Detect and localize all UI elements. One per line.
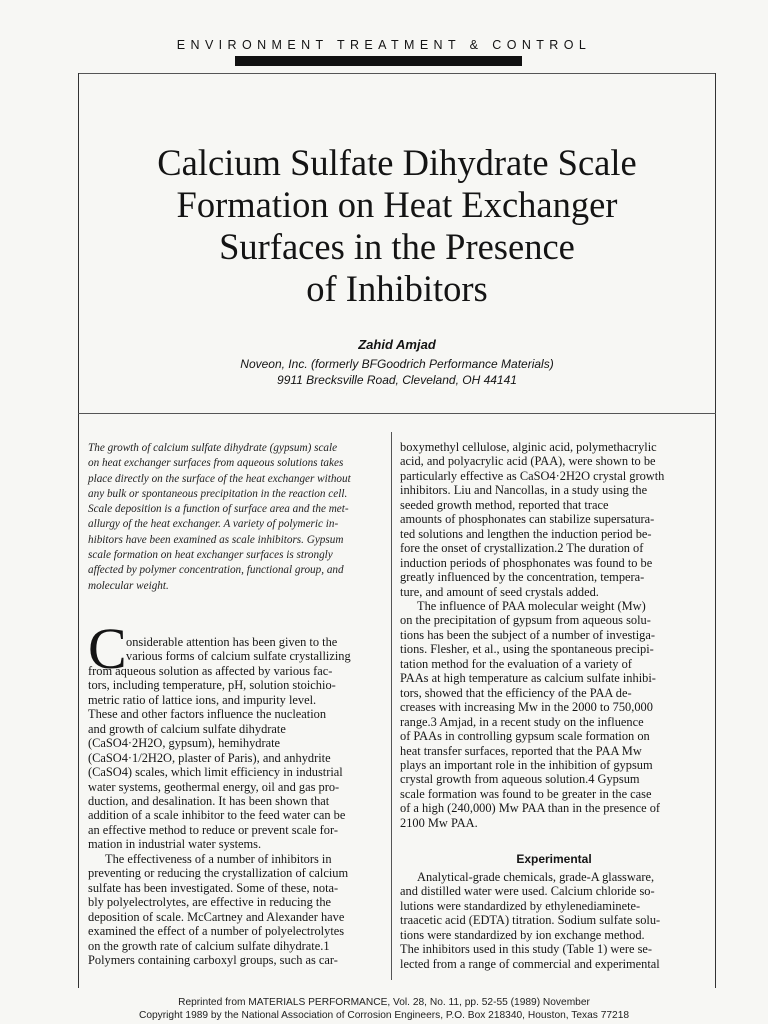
- title-line: Calcium Sulfate Dihydrate Scale: [157, 142, 637, 183]
- body-line: sulfate has been investigated. Some of these, nota-: [88, 880, 339, 895]
- body-line: PAAs at high temperature as calcium sulfate inhibi-: [400, 671, 656, 686]
- author-name: Zahid Amjad: [358, 337, 436, 352]
- body-line: inhibitors. Liu and Nancollas, in a study using the: [400, 483, 648, 498]
- reprint-footer: [0, 996, 768, 1022]
- body-line: and growth of calcium sulfate dihydrate: [88, 721, 286, 736]
- abstract: [88, 441, 384, 594]
- title-divider: [78, 413, 716, 414]
- body-line: mation in industrial water systems.: [88, 837, 262, 852]
- body-line: (CaSO4) scales, which limit efficiency in industrial: [88, 765, 343, 780]
- body-column-left: [88, 635, 385, 967]
- abstract-line: place directly on the surface of the heat exchanger without: [88, 472, 351, 485]
- body-line: plays an important role in the inhibition of gypsum: [400, 757, 653, 772]
- body-line: Polymers containing carboxyl groups, such as car-: [88, 952, 338, 967]
- abstract-line: allurgy of the heat exchanger. A variety of polymeric in-: [88, 518, 339, 531]
- body-line: ted solutions and lengthen the induction period be-: [400, 526, 652, 541]
- body-line: The inhibitors used in this study (Table 1) were se-: [400, 942, 653, 957]
- body-line: deposition of scale. McCartney and Alexander have: [88, 909, 345, 924]
- body-line: on the growth rate of calcium sulfate dihydrate.1: [88, 938, 330, 953]
- body-line: (CaSO4·2H2O, gypsum), hemihydrate: [88, 736, 281, 751]
- body-line: metric ratio of lattice ions, and impurity level.: [88, 692, 317, 707]
- abstract-line: hibitors have been examined as scale inhibitors. Gypsum: [88, 533, 344, 546]
- body-line: tation method for the evaluation of a variety of: [400, 656, 632, 671]
- body-line: an effective method to reduce or prevent scale for-: [88, 822, 338, 837]
- body-line: of a high (240,000) Mw PAA than in the presence of: [400, 801, 661, 816]
- title-line: Surfaces in the Presence: [219, 226, 575, 267]
- body-line: acid, and polyacrylic acid (PAA), were shown to be: [400, 454, 656, 469]
- abstract-line: Scale deposition is a function of surface area and the met-: [88, 503, 349, 516]
- body-line: water systems, geothermal energy, oil and gas pro-: [88, 779, 340, 794]
- column-divider: [391, 432, 392, 980]
- running-head: ENVIRONMENT TREATMENT & CONTROL: [176, 38, 592, 52]
- body-line: tions were standardized by ion exchange method.: [400, 927, 645, 942]
- body-line: greatly influenced by the concentration, tempera-: [400, 570, 645, 585]
- body-line: of PAAs in controlling gypsum scale formation on: [400, 729, 650, 744]
- body-line: various forms of calcium sulfate crystallizing: [126, 649, 351, 664]
- body-line: ture, and amount of seed crystals added.: [400, 584, 599, 599]
- body-line: preventing or reducing the crystallization of calcium: [88, 866, 349, 881]
- title-line: of Inhibitors: [306, 268, 488, 309]
- body-line: (CaSO4·1/2H2O, plaster of Paris), and anhydrite: [88, 750, 331, 765]
- drop-cap: C: [88, 616, 127, 681]
- body-line: lected from a range of commercial and experimental: [400, 956, 660, 971]
- body-line: traacetic acid (EDTA) titration. Sodium sulfate solu-: [400, 913, 661, 928]
- body-line: lutions were standardized by ethylenediaminete-: [400, 898, 641, 913]
- body-line: on the precipitation of gypsum from aqueous solu-: [400, 613, 651, 628]
- body-line: The influence of PAA molecular weight (Mw): [417, 598, 646, 613]
- footer-line: Copyright 1989 by the National Association of Corrosion Engineers, P.O. Box 218340, Houston, Texas 77218: [138, 1010, 630, 1021]
- article-title: [78, 142, 716, 310]
- body-line: boxymethyl cellulose, alginic acid, polymethacrylic: [400, 440, 657, 454]
- body-line: duction, and desalination. It has been shown that: [88, 793, 330, 808]
- abstract-line: affected by polymer concentration, functional group, and: [88, 564, 344, 577]
- body-line: amounts of phosphonates can stabilize supersatura-: [400, 512, 655, 527]
- affiliation-line: Noveon, Inc. (formerly BFGoodrich Performance Materials): [240, 357, 554, 371]
- body-column-right-experimental: [400, 870, 708, 971]
- section-heading-experimental: Experimental: [516, 852, 592, 866]
- body-line: heat transfer surfaces, reported that the PAA Mw: [400, 743, 642, 758]
- body-line: Analytical-grade chemicals, grade-A glassware,: [417, 870, 655, 884]
- abstract-line: scale formation on heat exchanger surfaces is strongly: [88, 549, 333, 562]
- body-line: seeded growth method, reported that trace: [400, 497, 609, 512]
- body-line: tions has been the subject of a number of investiga-: [400, 627, 655, 642]
- body-line: examined the effect of a number of polyelectrolytes: [88, 924, 345, 939]
- body-line: crystal growth from aqueous solution.4 Gypsum: [400, 772, 640, 787]
- body-line: fore the onset of crystallization.2 The duration of: [400, 541, 644, 556]
- body-line: The effectiveness of a number of inhibitors in: [105, 851, 332, 866]
- footer-line: Reprinted from MATERIALS PERFORMANCE, Vol. 28, No. 11, pp. 52-55 (1989) November: [178, 997, 590, 1008]
- body-line: particularly effective as CaSO4·2H2O crystal growth: [400, 468, 665, 483]
- body-line: bly polyelectrolytes, are effective in reducing the: [88, 895, 332, 910]
- body-line: and distilled water were used. Calcium chloride so-: [400, 884, 655, 899]
- abstract-line: The growth of calcium sulfate dihydrate (gypsum) scale: [88, 442, 338, 454]
- body-line: tors, including temperature, pH, solution stoichio-: [88, 678, 336, 693]
- body-line: tions. Flesher, et al., using the spontaneous precipi-: [400, 642, 654, 657]
- body-line: scale formation was found to be greater in the case: [400, 786, 652, 801]
- body-line: addition of a scale inhibitor to the feed water can be: [88, 808, 346, 823]
- abstract-line: molecular weight.: [88, 579, 169, 592]
- header-rule: [235, 56, 522, 66]
- body-column-right: [400, 440, 708, 830]
- body-line: 2100 Mw PAA.: [400, 815, 478, 830]
- author-affiliation: [78, 356, 716, 388]
- body-line: from aqueous solution as affected by various fac-: [88, 663, 333, 678]
- body-line: onsiderable attention has been given to the: [126, 635, 338, 649]
- body-line: tors, showed that the efficiency of the PAA de-: [400, 685, 632, 700]
- body-line: These and other factors influence the nucleation: [88, 707, 327, 722]
- title-line: Formation on Heat Exchanger: [176, 184, 618, 225]
- body-line: range.3 Amjad, in a recent study on the influence: [400, 714, 644, 729]
- affiliation-line: 9911 Brecksville Road, Cleveland, OH 44141: [277, 373, 517, 387]
- body-line: induction periods of phosphonates was found to be: [400, 555, 653, 570]
- abstract-line: any bulk or spontaneous precipitation in the reaction cell.: [88, 487, 348, 500]
- body-line: creases with increasing Mw in the 2000 to 750,000: [400, 700, 653, 715]
- abstract-line: on heat exchanger surfaces from aqueous solutions takes: [88, 457, 344, 470]
